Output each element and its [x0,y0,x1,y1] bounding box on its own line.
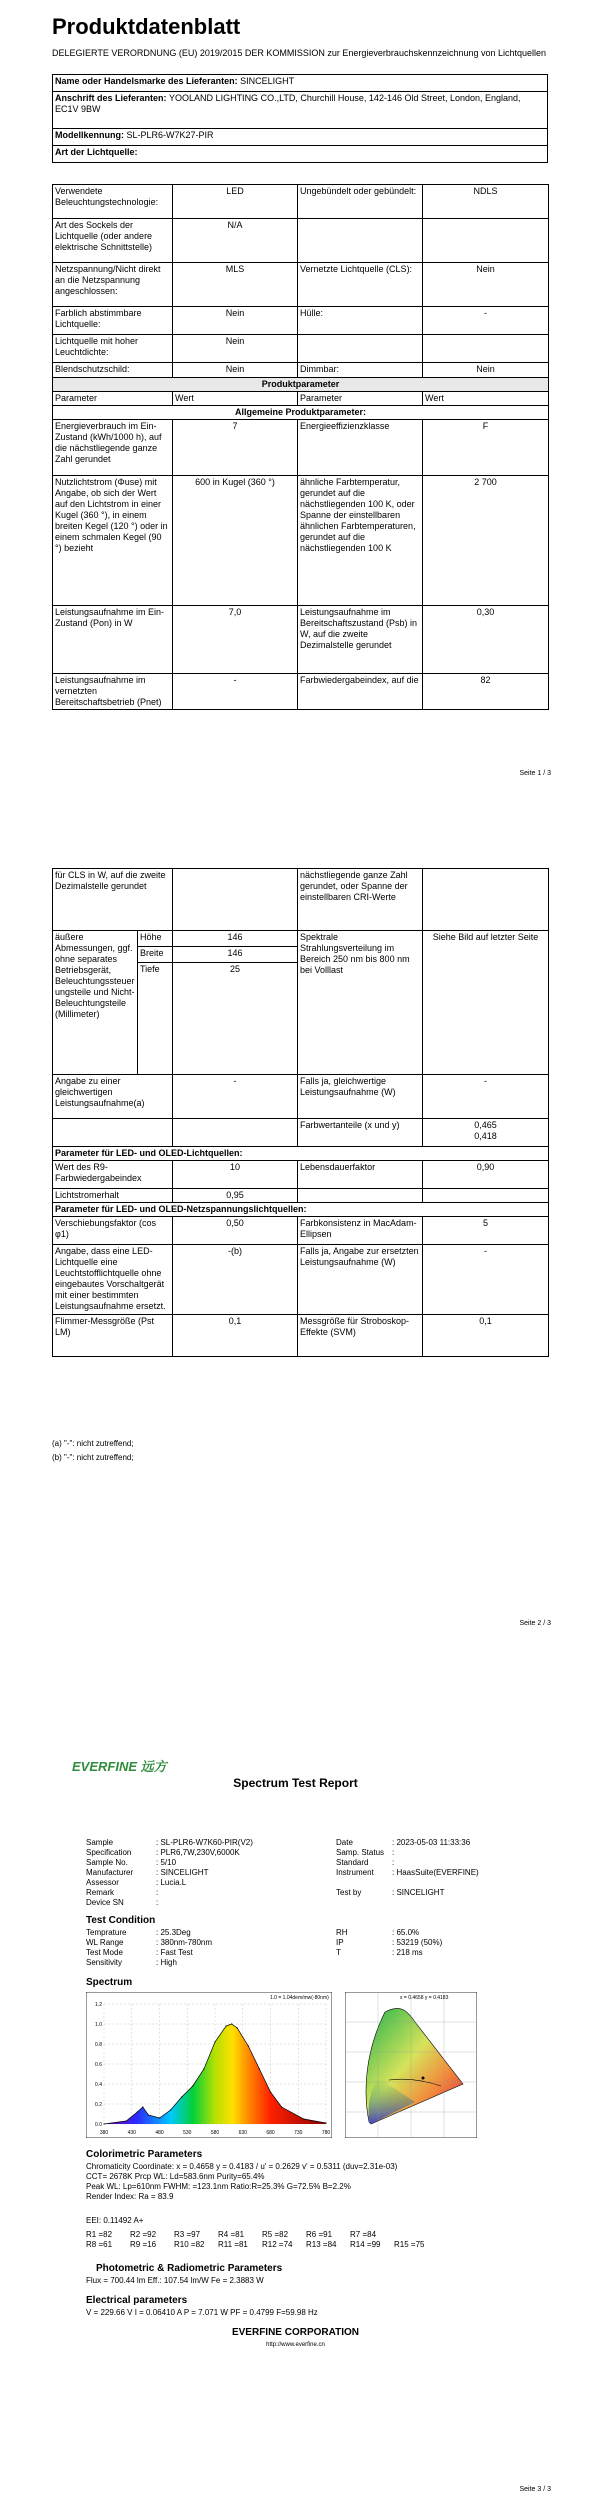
x-tick-label: 380 [99,2130,109,2136]
x-tick-label: 730 [294,2130,303,2136]
y-tick-label: 0.6 [95,2062,102,2068]
type-row: Lichtquelle mit hoher Leuchtdichte: Nein [53,335,549,363]
colorimetric-title: Colorimetric Parameters [86,2149,203,2160]
render-index-value: R7 =84 [350,2230,377,2239]
corporation-url: http://www.everfine.cn [266,2342,325,2348]
info-row [86,1938,212,1948]
info-value: : HaasSuite(EVERFINE) [392,1868,479,1877]
electrical-line: V = 229.66 V I = 0.06410 A P = 7.071 W PF = 0.4799 F=59.98 Hz [86,2308,318,2317]
info-key: Temprature [86,1928,127,1937]
render-index-value: R14 =99 [350,2240,381,2249]
info-value: : 380nm-780nm [156,1938,213,1947]
page-2 [0,840,591,1640]
info-row [336,1868,479,1878]
info-row [336,1838,479,1848]
page-1 [0,0,591,790]
type-row: Farblich abstimmbare Lichtquelle: Nein Hülle: - [53,307,549,335]
info-row [336,1938,442,1948]
info-key: Device SN [86,1898,124,1907]
info-key: Sample [86,1838,114,1847]
spectrum-chart [86,1992,332,2138]
render-index-value: R9 =16 [130,2240,157,2249]
y-tick-label: 0.0 [95,2122,102,2128]
info-row [86,1868,253,1878]
chromaticity-point [422,2077,425,2080]
x-tick-label: 680 [266,2130,275,2136]
supplier-table [52,74,548,163]
info-row [336,1888,479,1898]
spectrum-title: Spectrum [86,1977,133,1988]
param-row: Leistungsaufnahme im Ein-Zustand (Pon) in W 7,0 Leistungsaufnahme im Bereitschaftszustand (Psb) in W, auf die zweite Dezimalstelle gerundet 0,30 [53,606,549,674]
x-tick-label: 780 [321,2130,331,2136]
data-point [214,2041,215,2042]
info-row [86,1858,253,1868]
data-point [325,2122,326,2123]
allgemeine-header: Allgemeine Produktparameter: [53,406,549,420]
type-row: Verwendete Beleuchtungstechnologie: LED Ungebündelt oder gebündelt: NDLS [53,185,549,219]
test-condition-title: Test Condition [86,1915,156,1926]
info-value: : [392,1858,395,1867]
info-value: : High [156,1958,177,1967]
data-point [303,2118,304,2119]
info-row [86,1898,253,1908]
info-row [86,1878,253,1888]
data-point [148,2114,149,2115]
info-row [86,1848,253,1858]
data-point [142,2106,143,2107]
info-right [336,1838,479,1898]
param-row: Farbwertanteile (x und y) 0,465 0,418 [53,1119,549,1147]
render-index-value: R6 =91 [306,2230,333,2239]
info-value: : 218 ms [392,1948,423,1957]
data-point [137,2111,138,2112]
info-value: : 5/10 [156,1858,177,1867]
render-index-value: R8 =61 [86,2240,113,2249]
y-tick-label: 0.8 [95,2042,102,2048]
info-row [336,1878,479,1888]
info-key: Standard [336,1858,369,1867]
render-index-value: R4 =81 [218,2230,245,2239]
render-index-value: R15 =75 [394,2240,425,2249]
info-value: : PLR6,7W,230V,6000K [156,1848,240,1857]
info-key: T [336,1948,341,1957]
type-row: Art des Sockels der Lichtquelle (oder andere elektrische Schnittstelle) N/A [53,219,549,263]
param-table-continued [52,868,549,1357]
info-key: Sensitivity [86,1958,123,1967]
param-row: Flimmer-Messgröße (Pst LM) 0,1 Messgröße für Stroboskop-Effekte (SVM) 0,1 [53,1315,549,1357]
param-row: Wert des R9-Farbwiedergabeindex 10 Lebensdauerfaktor 0,90 [53,1161,549,1189]
data-point [226,2025,227,2026]
cie-header: x = 0.4658 y = 0.4183 [400,1995,449,2001]
page-footer: Seite 2 / 3 [519,1620,551,1627]
info-value: : [156,1898,159,1907]
info-row [86,1888,253,1898]
photometric-line: Flux = 700.44 lm Eff.: 107.54 lm/W Fe = 2.3883 W [86,2276,264,2285]
info-value: : 2023-05-03 11:33:36 [392,1838,471,1847]
electrical-title: Electrical parameters [86,2295,188,2306]
page-footer: Seite 1 / 3 [519,770,551,777]
render-index-value: R10 =82 [174,2240,205,2249]
info-row [86,1948,212,1958]
photometric-title: Photometric & Radiometric Parameters [96,2263,283,2274]
dimension-row: Tiefe 25 [53,963,549,1075]
data-point [103,2123,104,2124]
info-key: Test by [336,1888,362,1897]
param-row: Angabe, dass eine LED-Lichtquelle eine Leuchtstofflichtquelle ohne eingebautes Vorschaltgerät mit einer bestimmten Leistungsaufnahme ersetzt. -(b) Falls ja, Angabe zur ersetzten Leistungsaufnahme (W) - [53,1245,549,1315]
info-value: : Fast Test [156,1948,193,1957]
info-value: : [392,1848,395,1857]
render-index-value: R2 =92 [130,2230,157,2239]
model-row: Modellkennung: SL-PLR6-W7K27-PIR [53,129,548,146]
info-key: Samp. Status [336,1848,385,1857]
data-point [231,2023,232,2024]
info-value: : Lucia.L [156,1878,187,1887]
dimension-row: äußere Abmessungen, ggf. ohne separates Betriebsgerät, Beleuchtungssteuerungsteile und Nicht-Beleuchtungsteile (Millimeter) Höhe 146 Spektrale Strahlungsverteilung im Bereich 250 nm bis 800 nm bei Volllast Siehe Bild auf letzter Seite [53,931,549,947]
page-title: Produktdatenblatt [52,14,241,39]
data-point [248,2045,249,2046]
info-row [86,1958,212,1968]
info-key: RH [336,1928,348,1937]
x-tick-label: 630 [238,2130,247,2136]
corporation-name: EVERFINE CORPORATION [231,2327,360,2338]
render-index-value: R11 =81 [218,2240,248,2249]
info-key: IP [336,1938,344,1947]
data-point [259,2068,260,2069]
info-value: : SINCELIGHT [156,1868,209,1877]
mains-params-header: Parameter für LED- und OLED-Netzspannungslichtquellen: [53,1203,549,1217]
info-row [336,1948,442,1958]
info-key: Sample No. [86,1858,128,1867]
data-point [270,2091,271,2092]
render-index-grid [86,2230,438,2250]
x-tick-label: 430 [127,2130,136,2136]
info-value: : [156,1888,159,1897]
y-tick-label: 1.2 [95,2002,102,2008]
info-value: : 65.0% [392,1928,420,1937]
info-key: Instrument [336,1868,374,1877]
regulation-text: DELEGIERTE VERORDNUNG (EU) 2019/2015 DER KOMMISSION zur Energieverbrauchskennzeichnung von Lichtquellen [52,48,547,58]
led-params-header: Parameter für LED- und OLED-Lichtquellen: [53,1147,549,1161]
eei-value: EEI: 0.11492 A+ [86,2216,144,2225]
info-key: Test Mode [86,1948,123,1957]
param-row: für CLS in W, auf die zweite Dezimalstelle gerundet nächstliegende ganze Zahl gerundet, oder Spanne der einstellbaren CRI-Werte [53,869,549,931]
render-index-value: R3 =97 [174,2230,201,2239]
data-point [237,2027,238,2028]
info-key: Remark [86,1888,115,1897]
render-index-row [86,2230,438,2240]
render-index-row [86,2240,438,2250]
data-point [159,2117,160,2118]
render-index-value: R5 =82 [262,2230,289,2239]
param-row: Angabe zu einer gleichwertigen Leistungsaufnahme(a) - Falls ja, gleichwertige Leistungsaufnahme (W) - [53,1075,549,1119]
param-row: Leistungsaufnahme im vernetzten Bereitschaftsbetrieb (Pnet) - Farbwiedergabeindex, auf die 82 [53,674,549,710]
param-row: Nutzlichtstrom (Φuse) mit Angabe, ob sich der Wert auf den Lichtstrom in einer Kugel (360 °), in einem breiten Kegel (120 °) oder in einem schmalen Kegel (90 °) bezieht 600 in Kugel (360 °) ähnliche Farbtemperatur, gerundet auf die nächstliegenden 100 K, oder Spanne der einstellbaren ähnlichen Farbtemperaturen, gerundet auf die nächstliegenden 100 K 2 700 [53,476,549,606]
address-row: Anschrift des Lieferanten: YOOLAND LIGHTING CO.,LTD, Churchill House, 142-146 Old Street, London, England, EC1V 9BW [53,92,548,129]
render-index-value: R1 =82 [86,2230,113,2239]
info-key: Manufacturer [86,1868,134,1877]
y-tick-label: 0.4 [95,2082,102,2088]
report-title: Spectrum Test Report [233,1776,358,1790]
footnote-b: (b) "-": nicht zutreffend; [52,1453,134,1462]
info-row [86,1838,253,1848]
column-header-row: Parameter Wert Parameter Wert [53,392,549,406]
info-row [336,1928,442,1938]
cie-diagram [345,1992,477,2138]
param-row: Verschiebungsfaktor (cos φ1) 0,50 Farbkonsistenz in MacAdam-Ellipsen 5 [53,1217,549,1245]
data-point [281,2106,282,2107]
footnote-a: (a) "-": nicht zutreffend; [52,1439,134,1448]
type-row: Blendschutzschild: Nein Dimmbar: Nein [53,363,549,378]
data-point [181,2096,182,2097]
data-point [126,2120,127,2121]
info-key: WL Range [86,1938,124,1947]
type-row: Netzspannung/Nicht direkt an die Netzspannung angeschlossen: MLS Vernetzte Lichtquelle (CLS): Nein [53,263,549,307]
info-value: : SL-PLR6-W7K60-PIR(V2) [156,1838,253,1847]
y-tick-label: 0.2 [95,2102,102,2108]
param-row: Lichtstromerhalt 0,95 [53,1189,549,1203]
info-key: Specification [86,1848,132,1857]
page-3 [0,1690,591,2510]
y-tick-label: 1.0 [95,2022,102,2028]
info-key: Assessor [86,1878,119,1887]
cond-left [86,1928,212,1968]
info-value: : 25.3Deg [156,1928,191,1937]
info-value: : 53219 (50%) [392,1938,443,1947]
info-row [336,1858,479,1868]
spectrum-header: 1.0 = 1.04dem/mw(-80nm) [270,1995,329,2001]
info-row [336,1848,479,1858]
brand-row: Name oder Handelsmarke des Lieferanten: SINCELIGHT [53,75,548,92]
param-row: Energieverbrauch im Ein-Zustand (kWh/1000 h), auf die nächstliegende ganze Zahl gerundet 7 Energieeffizienzklasse F [53,420,549,476]
data-point [170,2109,171,2110]
type-header: Art der Lichtquelle: [53,146,548,163]
data-point [203,2068,204,2069]
x-tick-label: 480 [155,2130,164,2136]
info-key: Date [336,1838,353,1847]
info-left [86,1838,253,1908]
render-index-value: R12 =74 [262,2240,293,2249]
type-table [52,184,549,710]
x-tick-label: 530 [183,2130,192,2136]
data-point [192,2085,193,2086]
cond-right [336,1928,442,1958]
x-tick-label: 580 [210,2130,220,2136]
colorimetric-block: Chromaticity Coordinate: x = 0.4658 y = 0.4183 / u' = 0.2629 v' = 0.5311 (duv=2.31e-03) CCT= 2678K Prcp WL: Ld=583.6nm Purity=65.4% Peak WL: Lp=610nm FWHM: =123.1nm Ratio:R=25.3% G=72.5% B=2.2% Render Index: Ra = 83.9 [86,2162,398,2201]
everfine-logo: EVERFINE 远方 [72,1759,167,1774]
page-footer: Seite 3 / 3 [519,2486,551,2493]
info-value: : SINCELIGHT [392,1888,445,1897]
render-index-value: R13 =84 [306,2240,337,2249]
dimension-row: Breite 146 [53,947,549,963]
info-row [86,1928,212,1938]
produktparameter-header: Produktparameter [53,378,549,392]
